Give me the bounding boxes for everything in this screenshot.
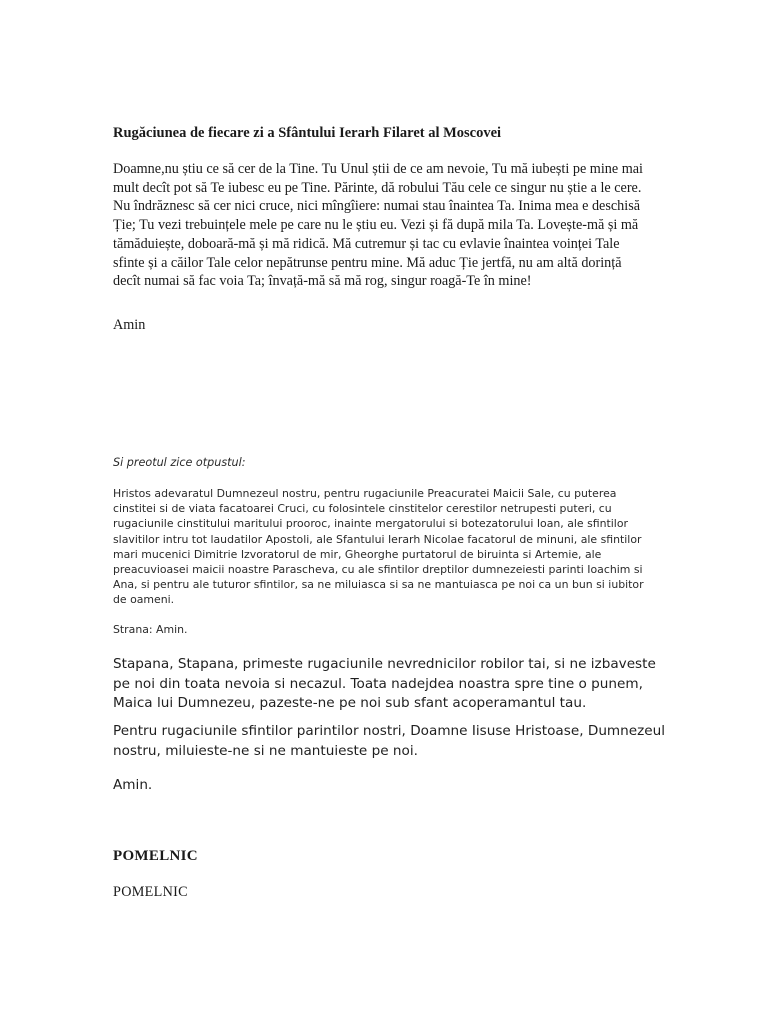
preotul-heading: Si preotul zice otpustul: bbox=[113, 456, 246, 469]
pomelnic-heading: POMELNIC bbox=[113, 848, 198, 864]
amin-text: Amin bbox=[113, 317, 146, 333]
pentru-paragraph: Pentru rugaciunile sfintilor parintilor nostri, Doamne Iisuse Hristoase, Dumnezeul nostru, miluieste-ne si ne mantuieste pe noi. bbox=[113, 723, 666, 759]
pomelnic-text: POMELNIC bbox=[113, 884, 188, 900]
prayer-paragraph: Doamne,nu știu ce să cer de la Tine. Tu Unul știi de ce am nevoie, Tu mă iubești pe mine mai mult decît pot să Te iubesc eu pe Tine. Părinte, dă robului Tău cele ce singur nu știe a le cere. Nu îndrăznesc să cer nici cruce, nici mîngîiere: numai stau înaintea Ta. Inima mea e deschisă Ție; Tu vezi trebuințele mele pe care nu le știu eu. Vezi și fă după mila Ta. Lovește-mă și mă tămăduiește, doboară-mă și mă ridică. Mă cutremur și tac cu evlavie înaintea voinței Tale sfinte și a căilor Tale celor nepătrunse pentru mine. Mă aduc Ție jertfă, nu am altă dorință decît numai să fac voia Ta; învață-mă să mă rog, singur roagă-Te în mine! bbox=[113, 161, 643, 290]
strana-response: Strana: Amin. bbox=[113, 623, 188, 636]
otpust-paragraph: Hristos adevaratul Dumnezeul nostru, pentru rugaciunile Preacuratei Maicii Sale, cu puterea cinstitei si de viata facatoarei Cruci, cu folosintele cinstitelor cerestilor netrupesti puteri, cu rugaciunile cinstitului maritului prooroc, inainte mergatorului si botezatorului Ioan, ale sfintilor slavitilor intru tot laudatilor Apostoli, ale Sfantului Ierarh Nicolae facatorul de minuni, ale sfintilor mari mucenici Dimitrie Izvoratorul de mir, Gheorghe purtatorul de biruinta si Artemie, ale preacuvioasei maicii noastre Parascheva, cu ale sfintilor dreptilor dumnezeiesti parinti Ioachim si Ana, si pentru ale tuturor sfintilor, sa ne miluiasca si sa ne mantuiasca pe noi ca un bun si iubitor de oameni. bbox=[113, 487, 644, 607]
stapana-paragraph: Stapana, Stapana, primeste rugaciunile nevrednicilor robilor tai, si ne izbaveste pe noi din toata nevoia si necazul. Toata nadejdea noastra spre tine o punem, Maica lui Dumnezeu, pazeste-ne pe noi sub sfant acoperamantul tau. bbox=[113, 656, 656, 711]
amin-closing: Amin. bbox=[113, 777, 153, 793]
prayer-title: Rugăciunea de fiecare zi a Sfântului Ierarh Filaret al Moscovei bbox=[113, 125, 502, 141]
